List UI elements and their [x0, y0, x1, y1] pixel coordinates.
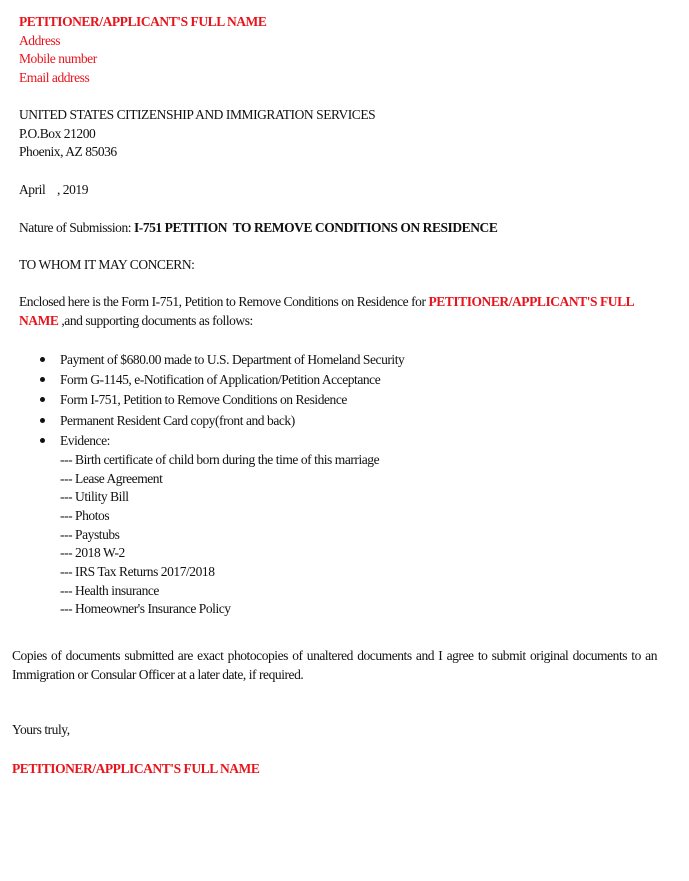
- statement-paragraph: Copies of documents submitted are exact photocopies of unaltered documents and I agree to submit original documents to an Immigration or Consular Officer at a later date, if required.: [12, 648, 657, 682]
- intro-before: Enclosed here is the Form I-751, Petition to Remove Conditions on Residence for: [19, 294, 429, 309]
- sender-email: Email address: [19, 70, 90, 86]
- list-item: Evidence:: [19, 431, 404, 451]
- intro-name: PETITIONER/APPLICANT'S FULL NAME: [19, 294, 634, 328]
- signature-name: PETITIONER/APPLICANT'S FULL NAME: [12, 761, 260, 776]
- intro-paragraph: [19, 293, 649, 330]
- list-item: Form G-1145, e-Notification of Application/Petition Acceptance: [19, 370, 404, 390]
- evidence-item: --- Health insurance: [60, 582, 159, 598]
- sender-block: [19, 13, 266, 88]
- nature-label: Nature of Submission:: [19, 220, 134, 235]
- evidence-item: --- IRS Tax Returns 2017/2018: [60, 563, 215, 579]
- recipient-block: [19, 106, 375, 162]
- recipient-city: Phoenix, AZ 85036: [19, 144, 117, 160]
- evidence-item: --- Photos: [60, 507, 110, 523]
- nature-value: I-751 PETITION TO REMOVE CONDITIONS ON RESIDENCE: [133, 220, 498, 235]
- evidence-item: --- Homeowner's Insurance Policy: [60, 601, 231, 617]
- evidence-item: --- Utility Bill: [60, 489, 129, 505]
- evidence-item: --- 2018 W-2: [60, 545, 125, 561]
- sender-mobile: Mobile number: [19, 51, 97, 67]
- evidence-item: --- Paystubs: [60, 526, 120, 542]
- sender-address: Address: [19, 32, 61, 48]
- intro-after: ,and supporting documents as follows:: [58, 312, 253, 328]
- evidence-item: --- Birth certificate of child born during the time of this marriage: [60, 452, 380, 467]
- list-item: Payment of $680.00 made to U.S. Department of Homeland Security: [19, 350, 404, 370]
- sender-name: PETITIONER/APPLICANT'S FULL NAME: [19, 14, 267, 29]
- closing: Yours truly,: [12, 722, 70, 737]
- list-item: Form I-751, Petition to Remove Conditions on Residence: [19, 390, 404, 410]
- list-item: Permanent Resident Card copy(front and back): [19, 411, 404, 431]
- enclosure-list: [19, 350, 404, 451]
- evidence-list: [19, 451, 379, 619]
- evidence-item: --- Lease Agreement: [60, 470, 163, 486]
- salutation: TO WHOM IT MAY CONCERN:: [19, 257, 195, 272]
- nature-of-submission: [19, 219, 497, 238]
- date: April , 2019: [19, 182, 88, 197]
- recipient-org: UNITED STATES CITIZENSHIP AND IMMIGRATION SERVICES: [19, 107, 376, 122]
- recipient-box: P.O.Box 21200: [19, 125, 96, 141]
